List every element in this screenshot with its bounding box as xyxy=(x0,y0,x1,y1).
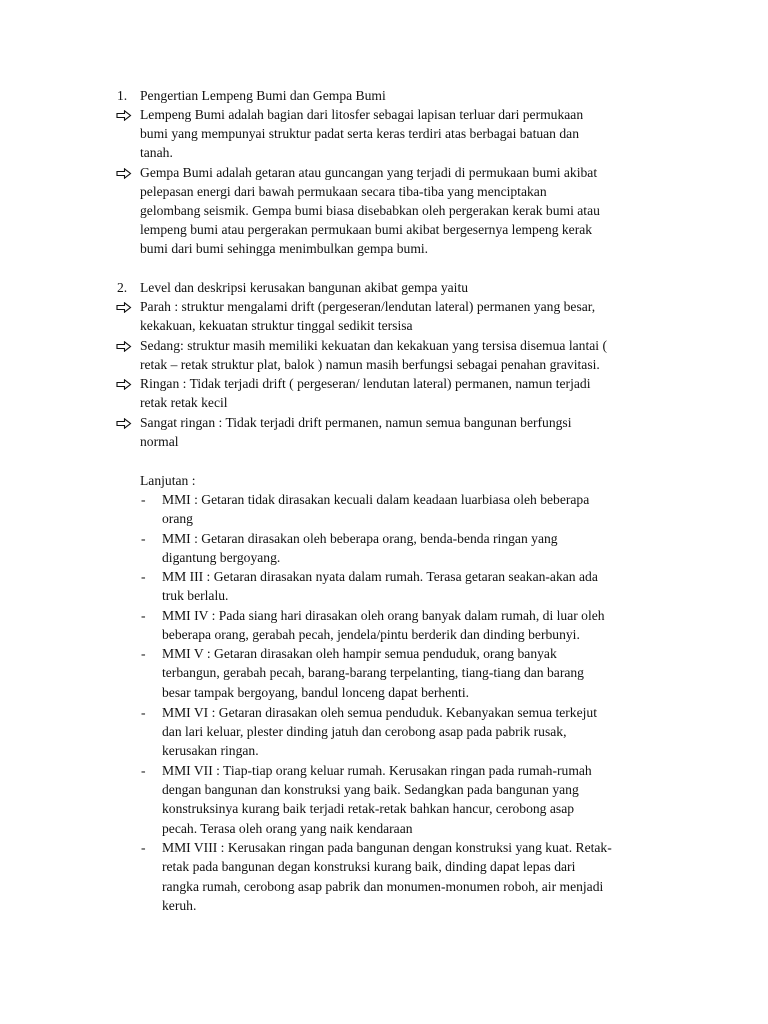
gempa-definition-line: Gempa Bumi adalah getaran atau guncangan yang terjadi di permukaan bumi akibat xyxy=(140,165,598,180)
mmi-item-line: MMI : Getaran dirasakan oleh beberapa orang, benda-benda ringan yang xyxy=(162,531,558,546)
mmi-item-line: MMI VI : Getaran dirasakan oleh semua penduduk. Kebanyakan semua terkejut xyxy=(162,705,597,720)
mmi-item-line: terbangun, gerabah pecah, barang-barang terpelanting, tiang-tiang dan barang xyxy=(162,665,584,680)
lempeng-definition-line: Lempeng Bumi adalah bagian dari litosfer sebagai lapisan terluar dari permukaan xyxy=(140,107,584,122)
damage-level-ringan-line: retak retak kecil xyxy=(140,395,228,410)
mmi-item-line: MMI VIII : Kerusakan ringan pada bangunan dengan konstruksi yang kuat. Retak- xyxy=(162,840,612,855)
damage-level-sedang-line: Sedang: struktur masih memiliki kekuatan dan kekakuan yang tersisa disemua lantai ( xyxy=(140,338,607,353)
mmi-item-line: MMI V : Getaran dirasakan oleh hampir semua penduduk, orang banyak xyxy=(162,646,557,661)
section-2-number: 2. xyxy=(117,280,128,295)
list-dash: - xyxy=(141,646,146,661)
damage-level-sangat-ringan-line: Sangat ringan : Tidak terjadi drift permanen, namun semua bangunan berfungsi xyxy=(140,415,572,430)
section-1-heading: Pengertian Lempeng Bumi dan Gempa Bumi xyxy=(140,88,386,103)
mmi-item-line: besar tampak bergoyang, bandul lonceng dapat berhenti. xyxy=(162,685,470,700)
list-dash: - xyxy=(141,492,146,507)
mmi-item-line: pecah. Terasa oleh orang yang naik kendaraan xyxy=(162,821,413,836)
mmi-item-line: dengan bangunan dan konstruksi yang baik. Sedangkan pada bangunan yang xyxy=(162,782,579,797)
damage-level-sedang-line: retak – retak struktur plat, balok ) namun masih berfungsi sebagai penahan gravitasi. xyxy=(140,357,600,372)
mmi-item-line: MMI IV : Pada siang hari dirasakan oleh orang banyak dalam rumah, di luar oleh xyxy=(162,608,605,623)
arrow-bullet-icon xyxy=(116,164,136,182)
mmi-item-line: konstruksinya kurang baik terjadi retak-retak bahkan hancur, cerobong asap xyxy=(162,801,575,816)
mmi-item-line: beberapa orang, gerabah pecah, jendela/pintu berderik dan dinding berbunyi. xyxy=(162,627,580,642)
section-1-number: 1. xyxy=(117,88,128,103)
list-dash: - xyxy=(141,608,146,623)
mmi-item-line: retak pada bangunan degan konstruksi kurang baik, dinding dapat lepas dari xyxy=(162,859,576,874)
damage-level-ringan-line: Ringan : Tidak terjadi drift ( pergeseran/ lendutan lateral) permanen, namun terjadi xyxy=(140,376,591,391)
gempa-definition-line: pelepasan energi dari bawah permukaan secara tiba-tiba yang menciptakan xyxy=(140,184,547,199)
mmi-item-line: keruh. xyxy=(162,898,197,913)
arrow-bullet-icon xyxy=(116,375,136,393)
mmi-item-line: kerusakan ringan. xyxy=(162,743,259,758)
damage-level-parah-line: Parah : struktur mengalami drift (pergeseran/lendutan lateral) permanen yang besar, xyxy=(140,299,596,314)
section-2-heading: Level dan deskripsi kerusakan bangunan akibat gempa yaitu xyxy=(140,280,469,295)
arrow-bullet-icon xyxy=(116,337,136,355)
mmi-item-line: MMI : Getaran tidak dirasakan kecuali dalam keadaan luarbiasa oleh beberapa xyxy=(162,492,590,507)
arrow-bullet-icon xyxy=(116,414,136,432)
damage-level-sangat-ringan-line: normal xyxy=(140,434,179,449)
list-dash: - xyxy=(141,569,146,584)
gempa-definition-line: lempeng bumi atau pergerakan permukaan bumi akibat bergesernya lempeng kerak xyxy=(140,222,593,237)
arrow-bullet-icon xyxy=(116,298,136,316)
mmi-item-line: MMI VII : Tiap-tiap orang keluar rumah. Kerusakan ringan pada rumah-rumah xyxy=(162,763,592,778)
mmi-item-line: dan lari keluar, plester dinding jatuh dan cerobong asap pada pabrik rusak, xyxy=(162,724,567,739)
continuation-heading: Lanjutan : xyxy=(140,473,196,488)
arrow-bullet-icon xyxy=(116,106,136,124)
gempa-definition-line: gelombang seismik. Gempa bumi biasa disebabkan oleh pergerakan kerak bumi atau xyxy=(140,203,600,218)
mmi-item-line: rangka rumah, cerobong asap pabrik dan monumen-monumen roboh, air menjadi xyxy=(162,879,604,894)
gempa-definition-line: bumi dari bumi sehingga menimbulkan gempa bumi. xyxy=(140,241,429,256)
mmi-item-line: digantung bergoyang. xyxy=(162,550,281,565)
lempeng-definition-line: tanah. xyxy=(140,145,173,160)
mmi-item-line: orang xyxy=(162,511,193,526)
list-dash: - xyxy=(141,763,146,778)
lempeng-definition-line: bumi yang mempunyai struktur padat serta keras terdiri atas berbagai batuan dan xyxy=(140,126,580,141)
list-dash: - xyxy=(141,531,146,546)
list-dash: - xyxy=(141,840,146,855)
damage-level-parah-line: kekakuan, kekuatan struktur tinggal sedikit tersisa xyxy=(140,318,413,333)
mmi-item-line: MM III : Getaran dirasakan nyata dalam rumah. Terasa getaran seakan-akan ada xyxy=(162,569,598,584)
list-dash: - xyxy=(141,705,146,720)
mmi-item-line: truk berlalu. xyxy=(162,588,229,603)
